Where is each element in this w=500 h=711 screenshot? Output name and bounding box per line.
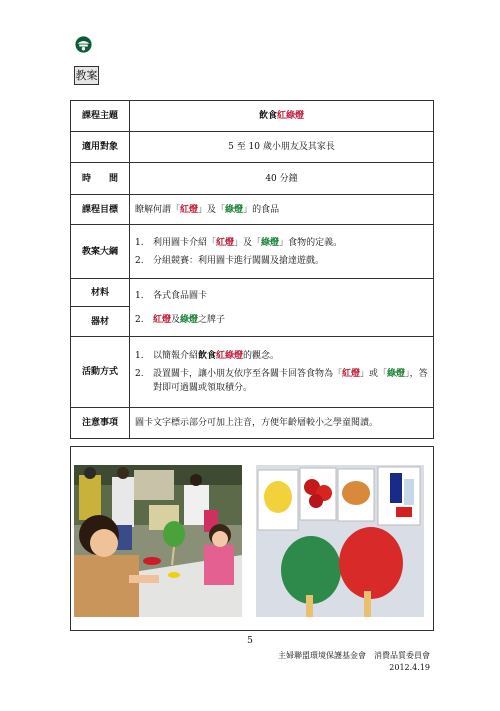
table-row (71, 337, 434, 408)
activity-label: 活動方式 (71, 337, 130, 408)
footer-organization: 主婦聯盟環境保護基金會 消費品質委員會 (278, 651, 430, 660)
lesson-plan-table (70, 100, 434, 439)
audience-value: 5 至 10 歲小朋友及其家長 (130, 132, 434, 163)
list-item: 1. 以簡報介紹飲食紅綠燈的觀念。 (135, 351, 280, 361)
notes-label: 注意事項 (71, 408, 130, 439)
materials-value (130, 279, 434, 337)
list-item: 1. 利用圖卡介紹「紅燈」及「綠燈」食物的定義。 (135, 237, 343, 248)
table-row (71, 279, 434, 307)
table-row (71, 408, 434, 439)
topic-value: 飲食紅綠燈 (130, 101, 434, 132)
tools-label: 器材 (71, 307, 130, 337)
table-row (71, 225, 434, 279)
table-row (71, 195, 434, 225)
table-row (71, 163, 434, 195)
goal-label: 課程目標 (71, 195, 130, 225)
activity-photo (74, 465, 242, 617)
foundation-logo-icon (75, 36, 92, 53)
food-cards-photo (256, 465, 424, 617)
list-item: 2. 設置關卡，讓小朋友依序至各關卡回答食物為「紅燈」或「綠燈」，答對即可過關或領取積分。 (135, 369, 428, 393)
topic-label: 課程主題 (71, 101, 130, 132)
footer-date: 2012.4.19 (389, 663, 430, 672)
time-value: 40 分鐘 (130, 163, 434, 195)
audience-label: 適用對象 (71, 132, 130, 163)
activity-value (130, 337, 434, 408)
list-item: 2. 紅燈及綠燈之牌子 (135, 314, 226, 325)
outline-label: 教案大綱 (71, 225, 130, 279)
table-row (71, 101, 434, 132)
list-item: 2. 分組競賽：利用圖卡進行闖關及搶達遊戲。 (135, 255, 325, 266)
notes-value: 圖卡文字標示部分可加上注音，方便年齡層較小之學童閱讀。 (130, 408, 434, 439)
materials-label: 材料 (71, 279, 130, 307)
footer (278, 650, 430, 674)
time-label: 時 間 (71, 163, 130, 195)
goal-value: 瞭解何謂「紅燈」及「綠燈」的食品 (130, 195, 434, 225)
page-number: 5 (247, 636, 253, 646)
table-row (71, 132, 434, 163)
list-item: 1. 各式食品圖卡 (135, 290, 208, 301)
outline-value (130, 225, 434, 279)
lesson-plan-tag: 教案 (74, 66, 99, 85)
